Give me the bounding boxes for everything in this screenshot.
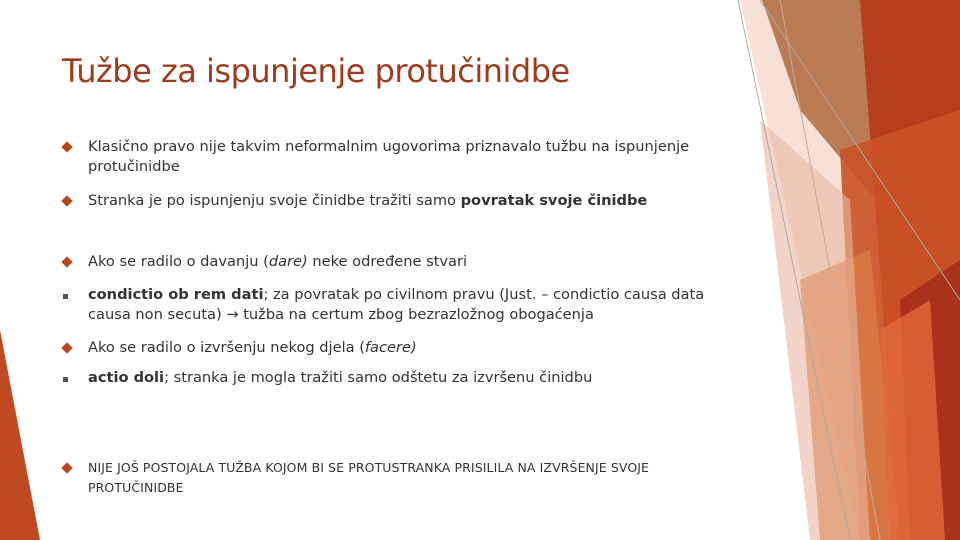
bullet-text — [88, 252, 738, 272]
arrow-icon: → — [226, 306, 239, 323]
diamond-icon — [62, 191, 80, 211]
bullet-text — [88, 285, 738, 325]
bullet-text-part: tužba na certum zbog bezrazložnog obogaćenja — [238, 306, 594, 323]
bullet-text-part: Ako se radilo o davanju ( — [88, 253, 269, 270]
bullet-text-part: Stranka je po ispunjenju svoje činidbe tražiti samo — [88, 192, 461, 209]
square-icon — [62, 368, 80, 388]
bullet-text-part: Ako se radilo o izvršenju nekog djela ( — [88, 339, 365, 356]
diamond-icon — [62, 137, 80, 157]
diamond-icon — [62, 338, 80, 358]
bullet-bold: actio doli — [88, 369, 165, 386]
diamond-icon — [62, 252, 80, 272]
bullet-bold: povratak svoje činidbe — [460, 192, 648, 209]
bullet-text: NIJE JOŠ POSTOJALA TUŽBA KOJOM BI SE PROTUSTRANKA PRISILILA NA IZVRŠENJE SVOJE PROTUČINIDBE — [88, 460, 650, 495]
bullet-italic: dare) — [268, 253, 308, 270]
left-corner-shape — [0, 330, 40, 540]
bullet-text-part: ; stranka je mogla tražiti samo odštetu za izvršenu činidbu — [164, 369, 593, 386]
slide-title: Tužbe za ispunjenje protučinidbe — [62, 52, 570, 90]
bullet-text — [88, 191, 738, 211]
bullet-italic: facere) — [364, 339, 417, 356]
bullet-text — [88, 368, 738, 388]
square-icon — [62, 285, 80, 305]
bullet-text: Klasično pravo nije takvim neformalnim ugovorima priznavalo tužbu na ispunjenje protučinidbe — [88, 138, 690, 175]
bullet-text-part: neke određene stvari — [307, 253, 468, 270]
bullet-text-part: ; za povratak po civilnom pravu (Just. – condictio causa data causa non secuta) — [88, 286, 705, 323]
bullet-text — [88, 338, 738, 358]
bullet-bold: condictio ob rem dati — [88, 286, 264, 303]
diamond-icon — [62, 458, 80, 478]
